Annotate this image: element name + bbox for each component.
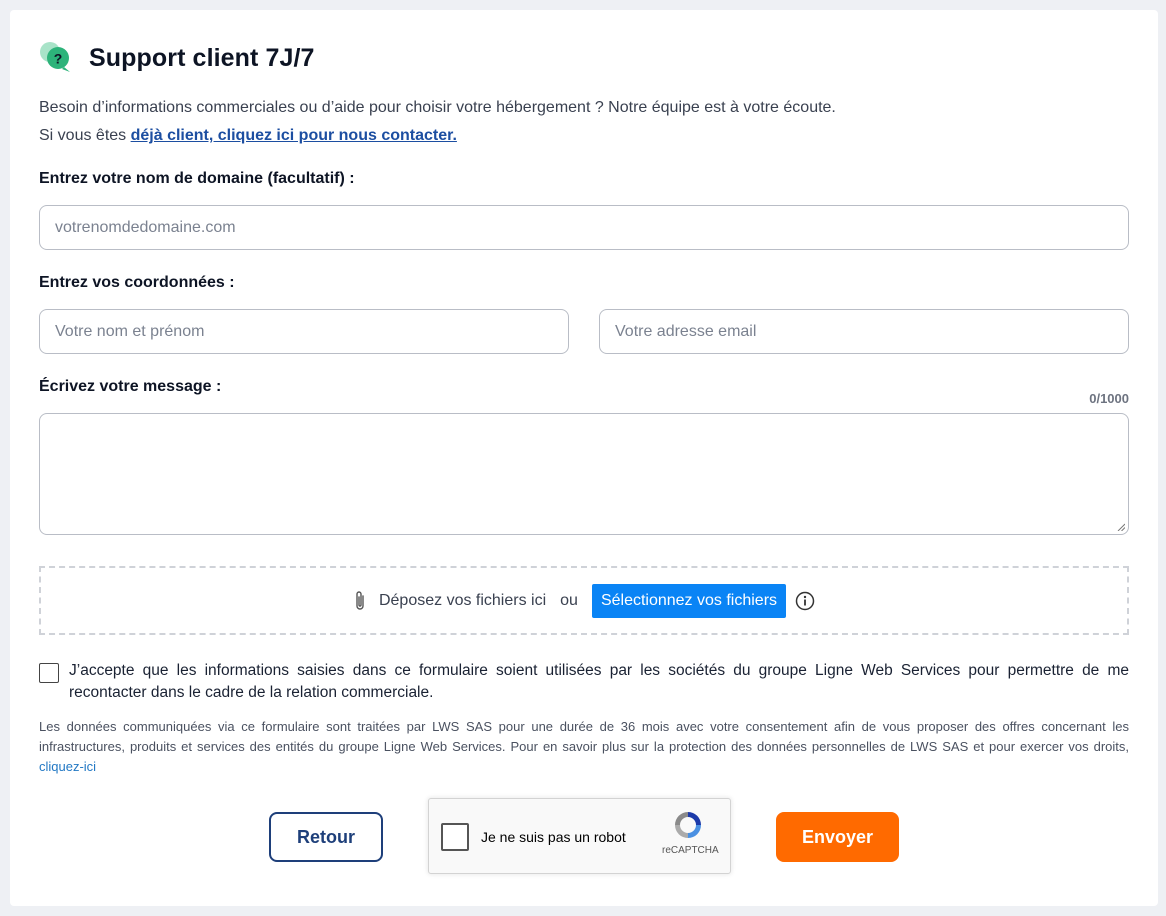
message-label: Écrivez votre message :	[39, 378, 222, 395]
domain-input[interactable]	[39, 205, 1129, 250]
domain-label: Entrez votre nom de domaine (facultatif) :	[39, 170, 355, 187]
paperclip-icon	[353, 590, 367, 612]
back-button[interactable]: Retour	[269, 812, 383, 862]
send-button[interactable]: Envoyer	[776, 812, 899, 862]
email-input[interactable]	[599, 309, 1129, 354]
message-char-counter: 0/1000	[1089, 391, 1129, 406]
intro-text	[39, 94, 836, 150]
select-files-button[interactable]: Sélectionnez vos fichiers	[592, 584, 786, 618]
email-placeholder: Votre adresse email	[615, 322, 757, 340]
page-title: Support client 7J/7	[89, 43, 315, 72]
drop-text: Déposez vos fichiers ici	[378, 591, 547, 609]
domain-placeholder: votrenomdedomaine.com	[55, 218, 236, 236]
intro-line-2	[39, 122, 836, 150]
existing-client-contact-link[interactable]: déjà client, cliquez ici pour nous contacter.	[130, 127, 457, 144]
svg-text:?: ?	[53, 50, 63, 67]
message-textarea[interactable]	[39, 413, 1129, 535]
legal-notice	[39, 717, 1129, 777]
resize-grip-icon[interactable]	[1117, 523, 1125, 531]
file-dropzone[interactable]	[39, 566, 1129, 635]
consent-row	[39, 660, 1129, 704]
legal-text: Les données communiquées via ce formulaire sont traitées par LWS SAS pour une durée de 36 mois avec votre consentement afin de vous proposer des offres concernant les infrastructures, produits et services des entités du groupe Ligne Web Services. Pour en savoir plus sur la protection des données personnelles de LWS SAS et pour exercer vos droits,	[39, 719, 1129, 754]
name-placeholder: Votre nom et prénom	[55, 322, 205, 340]
recaptcha-widget	[428, 798, 731, 874]
recaptcha-logo-icon	[672, 809, 704, 846]
recaptcha-checkbox[interactable]	[441, 823, 469, 851]
intro-prefix: Si vous êtes	[39, 127, 131, 144]
contact-label: Entrez vos coordonnées :	[39, 274, 235, 291]
consent-text: J’accepte que les informations saisies dans ce formulaire soient utilisées par les sociétés du groupe Ligne Web Services pour permettre de me recontacter dans le cadre de la relation commerciale.	[69, 662, 1129, 701]
support-chat-question-icon	[38, 40, 74, 76]
name-input[interactable]	[39, 309, 569, 354]
header	[38, 40, 315, 76]
support-form-card	[10, 10, 1158, 906]
recaptcha-label: Je ne suis pas un robot	[481, 829, 626, 845]
info-icon[interactable]	[795, 591, 815, 611]
intro-line-1: Besoin d’informations commerciales ou d’aide pour choisir votre hébergement ? Notre équipe est à votre écoute.	[39, 99, 836, 116]
privacy-link[interactable]: cliquez-ici	[39, 759, 97, 774]
or-text: ou	[560, 591, 578, 609]
consent-checkbox[interactable]	[39, 663, 59, 683]
recaptcha-brand: reCAPTCHA	[662, 845, 719, 856]
